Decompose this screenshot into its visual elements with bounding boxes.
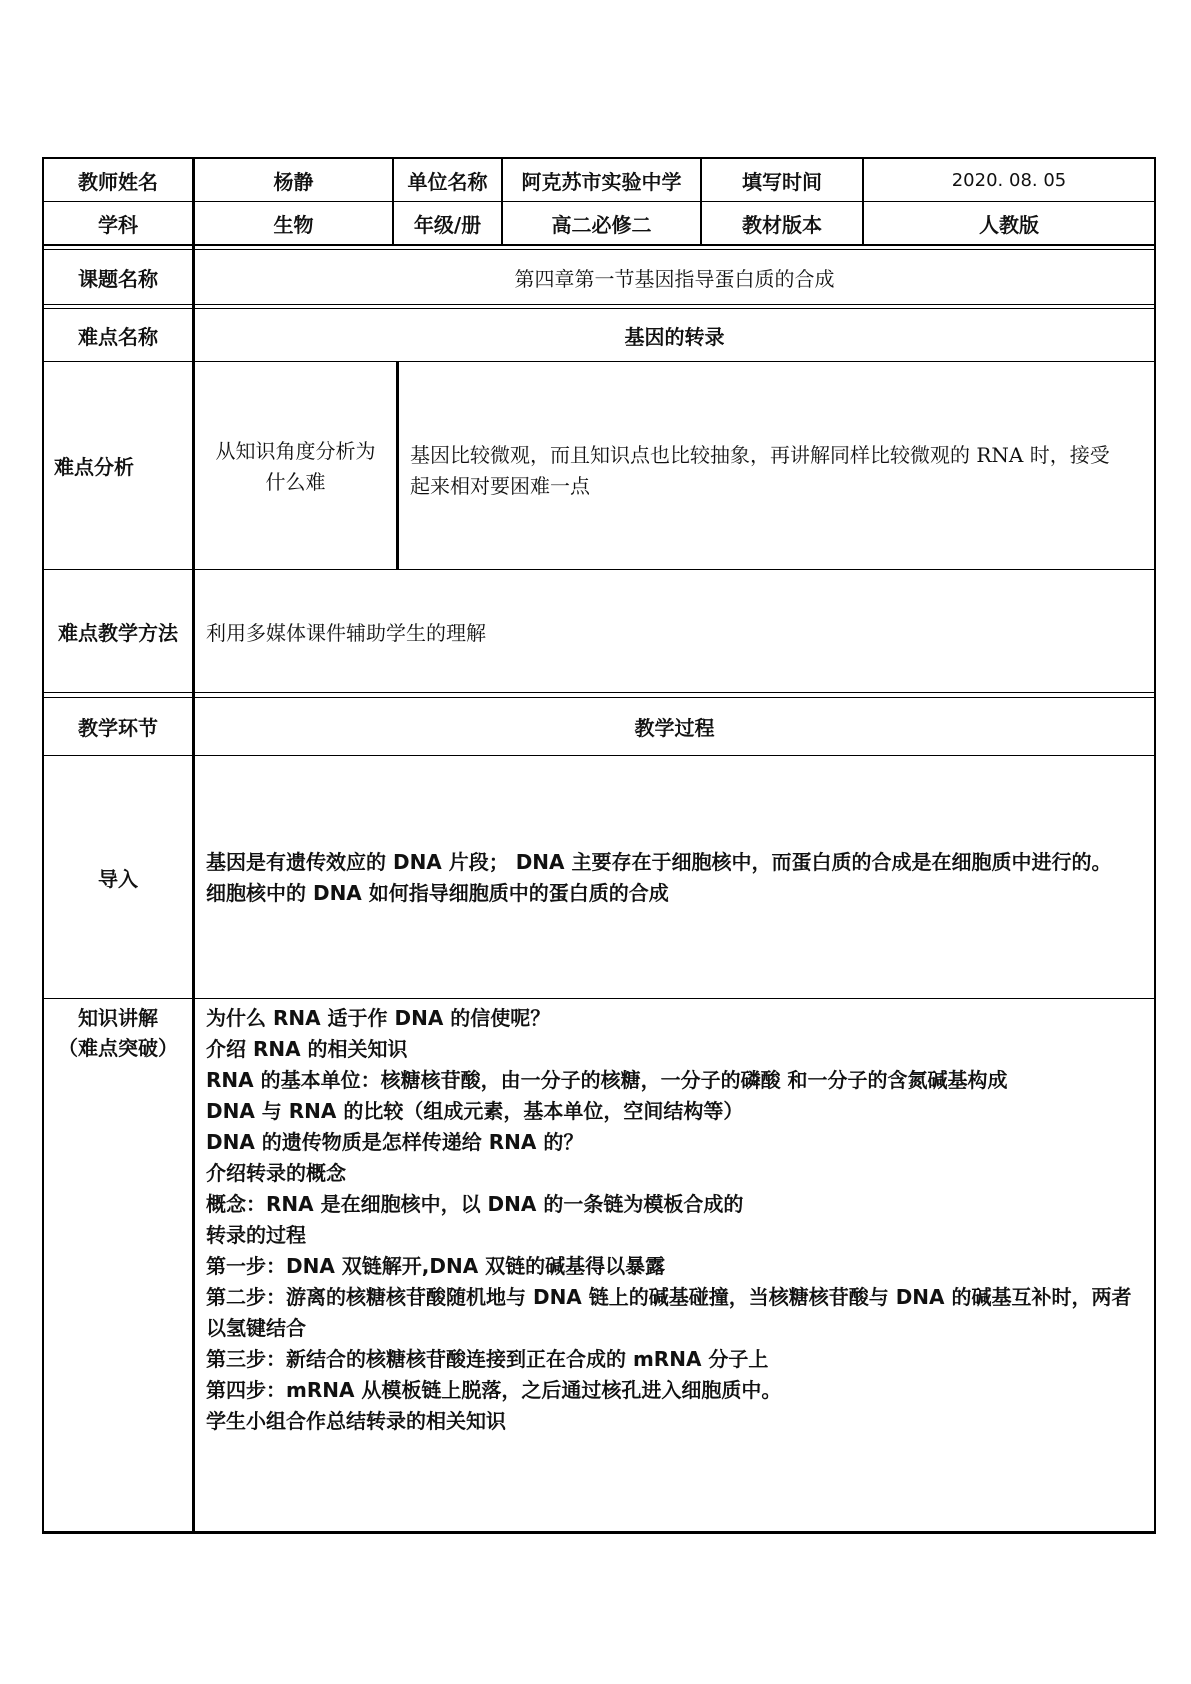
knowledge-line: 介绍转录的概念 [206,1161,346,1185]
method-label: 难点教学方法 [58,620,178,645]
knowledge-line: 转录的过程 [206,1223,306,1247]
knowledge-line: 第二步：游离的核糖核苷酸随机地与 DNA 链上的碱基碰撞，当核糖核苷酸与 DNA 的碱基互补时，两者 [206,1285,1132,1309]
date-value: 2020. 08. 05 [951,169,1067,191]
knowledge-line: DNA 的遗传物质是怎样传递给 RNA 的？ [206,1130,584,1154]
date-label: 填写时间 [742,169,822,194]
knowledge-label-line1: 知识讲解 [78,1006,158,1030]
analysis-sublabel [195,432,396,502]
intro-line2: 细胞核中的 DNA 如何指导细胞质中的蛋白质的合成 [206,881,669,905]
intro-label: 导入 [98,866,138,891]
knowledge-line: 以氢键结合 [206,1316,306,1340]
analysis-text-line2: 起来相对要困难一点 [410,474,590,498]
teacher-label: 教师姓名 [78,169,158,194]
knowledge-line: RNA 的基本单位：核糖核苷酸，由一分子的核糖，一分子的磷酸 和一分子的含氮碱基构成 [206,1068,1008,1092]
row-line-8 [42,998,1156,999]
knowledge-line: 第三步：新结合的核糖核苷酸连接到正在合成的 mRNA 分子上 [206,1347,769,1371]
topic-label: 课题名称 [78,266,158,291]
knowledge-label-line2: （难点突破） [58,1036,178,1060]
knowledge-line: DNA 与 RNA 的比较（组成元素，基本单位，空间结构等） [206,1099,744,1123]
intro-line1: 基因是有遗传效应的 DNA 片段； DNA 主要存在于细胞核中，而蛋白质的合成是在细胞质中进行的。 [206,850,1112,874]
knowledge-line: 学生小组合作总结转录的相关知识 [206,1409,506,1433]
intro-text [206,847,1154,911]
textbook-value: 人教版 [979,212,1039,237]
knowledge-line: 介绍 RNA 的相关知识 [206,1037,408,1061]
method-value: 利用多媒体课件辅助学生的理解 [206,620,486,645]
difficulty-label: 难点名称 [78,324,158,349]
knowledge-line: 为什么 RNA 适于作 DNA 的信使呢？ [206,1006,551,1030]
row-line-3 [42,304,1156,305]
row-line-7 [42,755,1156,756]
analysis-label: 难点分析 [54,455,134,479]
knowledge-line: 第一步：DNA 双链解开,DNA 双链的碱基得以暴露 [206,1254,666,1278]
process-value: 教学过程 [634,716,715,740]
row-line-4 [42,361,1156,362]
textbook-label: 教材版本 [742,212,822,237]
unit-value: 阿克苏市实验中学 [521,169,682,194]
grade-value: 高二必修二 [551,212,652,237]
knowledge-text [206,1003,1154,1443]
knowledge-line: 第四步：mRNA 从模板链上脱落，之后通过核孔进入细胞质中。 [206,1378,782,1402]
analysis-text [410,440,1154,510]
label-column-divider [192,157,195,1534]
difficulty-value: 基因的转录 [624,324,725,349]
unit-label: 单位名称 [407,169,488,194]
table-border-right [1154,157,1156,1534]
row-line-2 [42,244,1156,246]
topic-value: 第四章第一节基因指导蛋白质的合成 [514,266,835,291]
analysis-sublabel-line1: 从知识角度分析为 [215,439,376,463]
table-border-bottom [42,1531,1156,1534]
analysis-text-line1: 基因比较微观，而且知识点也比较抽象，再讲解同样比较微观的 RNA 时，接受 [410,443,1110,467]
subject-label: 学科 [98,212,138,237]
process-label: 教学环节 [78,716,158,740]
teacher-value: 杨静 [273,169,314,194]
knowledge-line: 概念：RNA 是在细胞核中，以 DNA 的一条链为模板合成的 [206,1192,744,1216]
grade-label: 年级/册 [413,212,482,237]
row-line-6 [42,692,1156,693]
analysis-divider [396,362,399,570]
analysis-sublabel-line2: 什么难 [265,470,326,494]
subject-value: 生物 [273,212,314,237]
knowledge-label [44,1003,192,1065]
